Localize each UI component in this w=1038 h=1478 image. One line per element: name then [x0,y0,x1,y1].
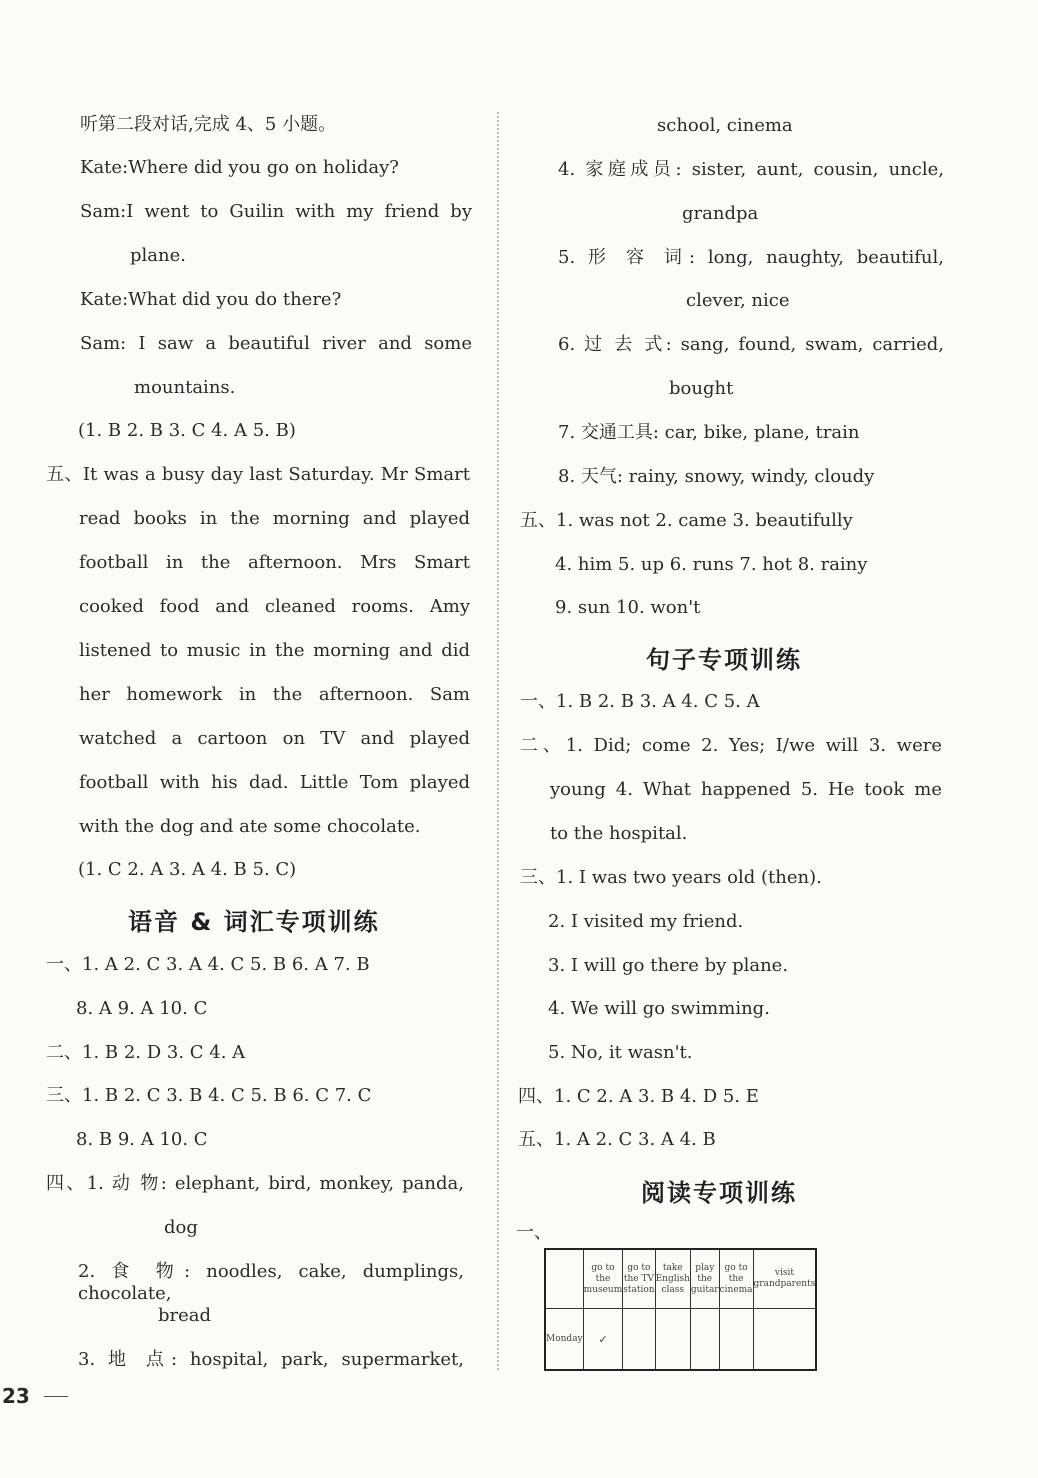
left-line2-0: 一、1. A 2. C 3. A 4. C 5. B 6. A 7. B [46,954,370,975]
page-number: 23 [2,1384,30,1408]
right-line2-8: 5. No, it wasn't. [548,1042,693,1063]
left-line2-5: 四、1. 动 物: elephant, bird, monkey, panda, [46,1173,464,1194]
left-line2-1: 8. A 9. A 10. C [76,998,208,1019]
left-line-11: cooked food and cleaned rooms. Amy [79,596,470,617]
table-header-cell: go to the TV station [623,1249,655,1309]
right-line-7: 7. 交通工具: car, bike, plane, train [558,422,860,443]
table-cell [623,1309,655,1371]
left-line-16: with the dog and ate some chocolate. [79,816,421,837]
left-line-9: read books in the morning and played [79,508,470,529]
right-line2-3: to the hospital. [550,823,688,844]
left-line-17: (1. C 2. A 3. A 4. B 5. C) [78,859,297,880]
table-header-cell: go to the cinema [719,1249,753,1309]
column-divider [497,112,499,1370]
left-line-1: Kate:Where did you go on holiday? [80,157,399,178]
table-header-row [545,1249,816,1309]
right-line2-1: 二、1. Did; come 2. Yes; I/we will 3. were [520,735,942,756]
table-header-cell: go to the museum [583,1249,623,1309]
section-heading-sentences: 句子专项训练 [646,646,802,674]
right-line-5: 6. 过 去 式: sang, found, swam, carried, [558,334,944,355]
right-line2-4: 三、1. I was two years old (then). [520,867,822,888]
right-line2-9: 四、1. C 2. A 3. B 4. D 5. E [518,1086,759,1107]
right-line-0: school, cinema [657,115,793,136]
left-line-15: football with his dad. Little Tom played [79,772,470,793]
right-line-11: 9. sun 10. won't [555,597,701,618]
left-line-4: Kate:What did you do there? [80,289,342,310]
table-header-cell: visit grandparents [753,1249,816,1309]
table-cell: ✓ [583,1309,623,1371]
left-line-7: (1. B 2. B 3. C 4. A 5. B) [78,420,296,441]
table-cell [753,1309,816,1371]
section-heading-phonics-vocab: 语音 & 词汇专项训练 [128,908,380,936]
right-line2-10: 五、1. A 2. C 3. A 4. B [518,1129,716,1150]
section-heading-reading: 阅读专项训练 [641,1179,797,1207]
right-line-1: 4. 家庭成员: sister, aunt, cousin, uncle, [558,159,944,180]
right-line-4: clever, nice [686,290,790,311]
right-line-10: 4. him 5. up 6. runs 7. hot 8. rainy [555,554,868,575]
left-line-14: watched a cartoon on TV and played [79,728,470,749]
left-line2-9: 3. 地 点: hospital, park, supermarket, [78,1349,464,1370]
right-line-2: grandpa [682,203,759,224]
left-line2-6: dog [164,1217,198,1238]
left-line-2: Sam:I went to Guilin with my friend by [80,201,472,222]
left-line2-2: 二、1. B 2. D 3. C 4. A [46,1042,246,1063]
left-line2-4: 8. B 9. A 10. C [76,1129,208,1150]
table-header-cell: take English class [655,1249,690,1309]
left-line-10: football in the afternoon. Mrs Smart [79,552,470,573]
table-cell [719,1309,753,1371]
left-line-8: 五、It was a busy day last Saturday. Mr Smart [46,464,470,485]
right-line-8: 8. 天气: rainy, snowy, windy, cloudy [558,466,875,487]
table-cell [690,1309,719,1371]
right-line-9: 五、1. was not 2. came 3. beautifully [520,510,853,531]
left-line-12: listened to music in the morning and did [79,640,470,661]
right-line2-6: 3. I will go there by plane. [548,955,789,976]
table-header-cell [545,1249,583,1309]
table-cell: Monday [545,1309,583,1371]
right-line-6: bought [669,378,734,399]
left-line2-7: 2. 食 物: noodles, cake, dumplings, chocolate, [78,1261,464,1304]
table-header-cell: play the guitar [690,1249,719,1309]
reading-table [544,1248,817,1371]
left-line-5: Sam: I saw a beautiful river and some [80,333,472,354]
right-line2-0: 一、1. B 2. B 3. A 4. C 5. A [520,691,760,712]
table-cell [655,1309,690,1371]
left-line-6: mountains. [134,377,236,398]
table-row [545,1309,816,1371]
left-line-13: her homework in the afternoon. Sam [79,684,470,705]
table-label: 一、 [516,1222,552,1243]
right-line-3: 5. 形 容 词: long, naughty, beautiful, [558,247,944,268]
right-line2-2: young 4. What happened 5. He took me [550,779,942,800]
left-line-3: plane. [130,245,186,266]
page-number-dash [44,1396,68,1397]
right-line2-5: 2. I visited my friend. [548,911,744,932]
left-line2-8: bread [158,1305,212,1326]
right-line2-7: 4. We will go swimming. [548,998,770,1019]
left-line-0: 听第二段对话,完成 4、5 小题。 [80,114,337,135]
left-line2-3: 三、1. B 2. C 3. B 4. C 5. B 6. C 7. C [46,1085,372,1106]
